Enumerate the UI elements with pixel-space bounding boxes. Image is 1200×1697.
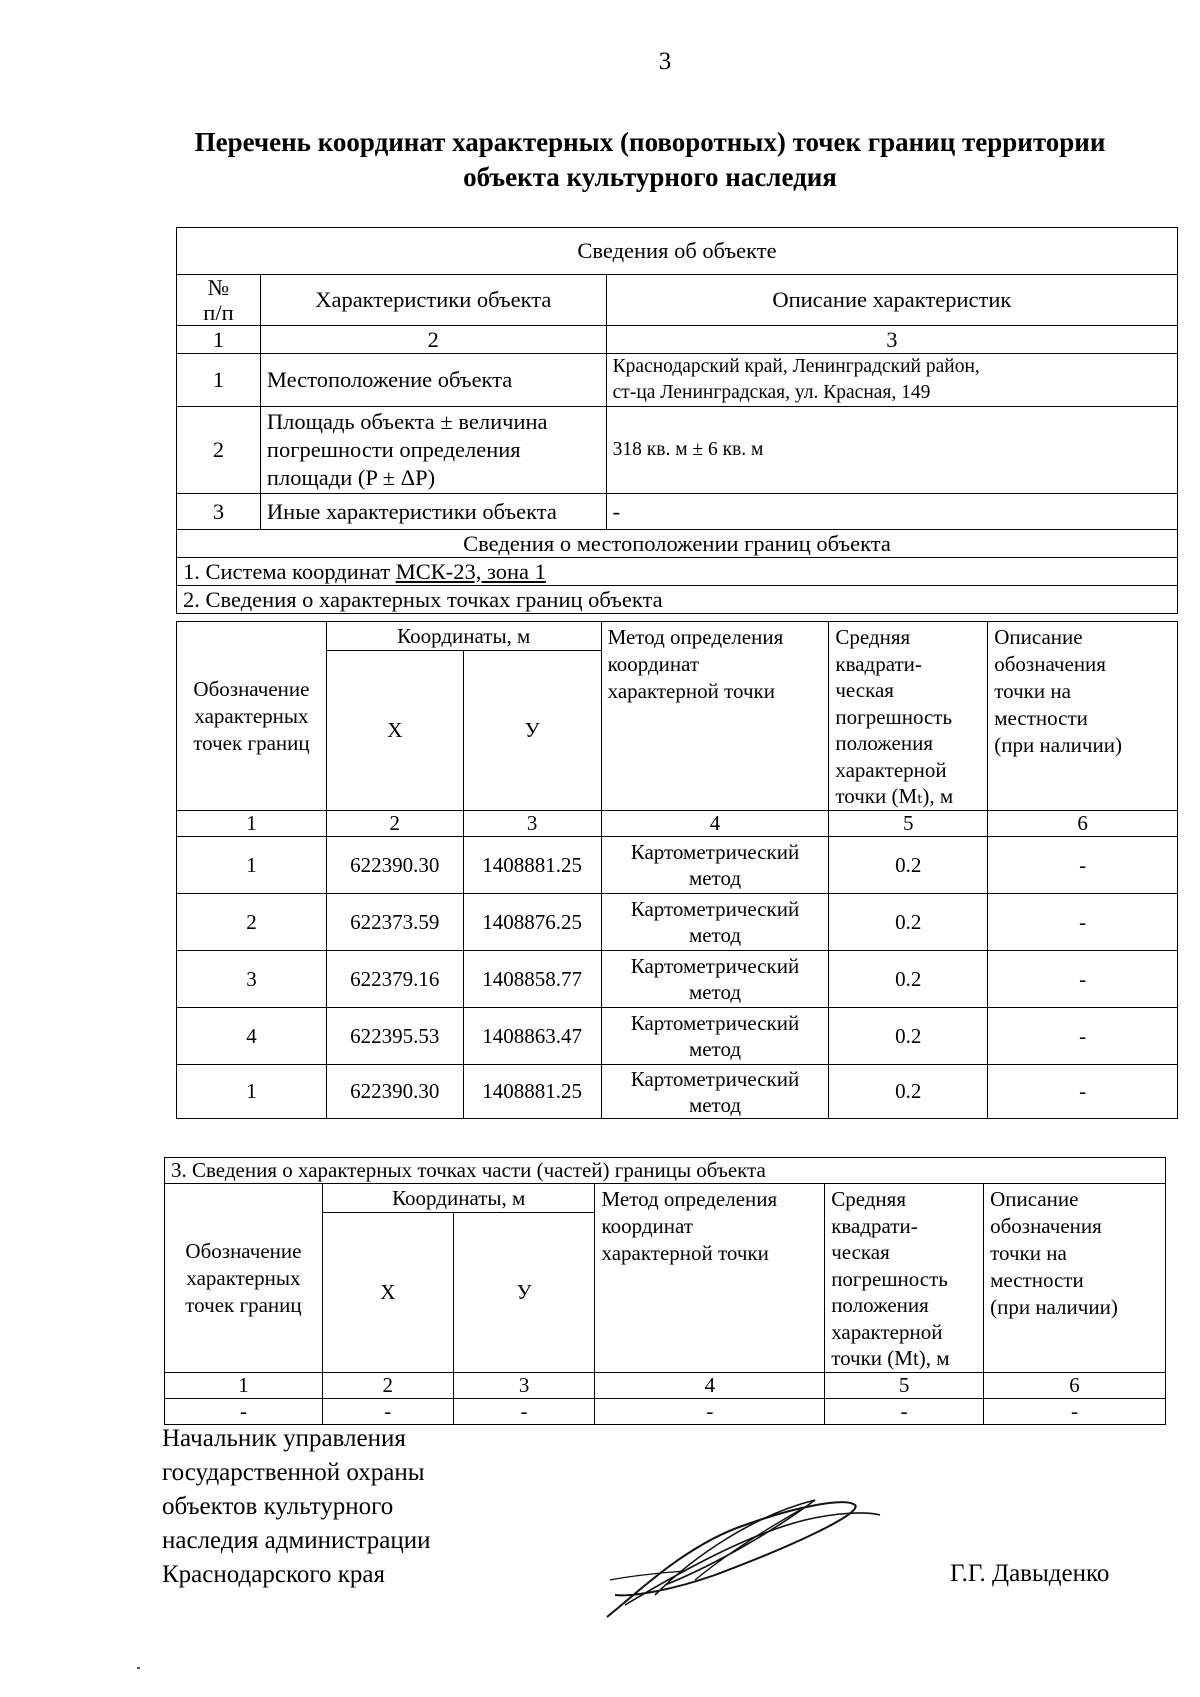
col-error bbox=[829, 622, 988, 811]
header-line: п/п bbox=[203, 300, 234, 325]
document-title bbox=[150, 125, 1150, 195]
part-cell: - bbox=[825, 1399, 984, 1425]
method-line: метод bbox=[688, 980, 742, 1004]
part-points-header: 3. Сведения о характерных точках части (частей) границы объекта bbox=[165, 1158, 1166, 1184]
point-row bbox=[177, 1065, 1178, 1119]
row-characteristic bbox=[260, 407, 606, 494]
header-line: точки (Мₜ), м bbox=[835, 784, 954, 808]
header-line: Обозначение bbox=[185, 1238, 302, 1263]
point-error: 0.2 bbox=[829, 951, 988, 1008]
info-row bbox=[177, 494, 1178, 530]
col-number: 5 bbox=[825, 1373, 984, 1399]
header-line: местности bbox=[990, 1268, 1084, 1292]
method-line: Картометрический bbox=[630, 840, 800, 864]
point-method bbox=[601, 1065, 829, 1119]
header-line: характерной bbox=[831, 1319, 943, 1344]
header-line: погрешность bbox=[835, 704, 953, 729]
point-desc: - bbox=[988, 837, 1178, 894]
position-line: Краснодарского края bbox=[162, 1561, 385, 1588]
point-error: 0.2 bbox=[829, 1008, 988, 1065]
point-id: 2 bbox=[177, 894, 327, 951]
point-id: 4 bbox=[177, 1008, 327, 1065]
object-info-header: Сведения об объекте bbox=[177, 228, 1178, 275]
point-x: 622373.59 bbox=[326, 894, 463, 951]
header-line: точки (Mt), м bbox=[831, 1346, 950, 1370]
point-method bbox=[601, 837, 829, 894]
coord-system bbox=[177, 558, 1178, 586]
scan-speck bbox=[137, 1667, 140, 1669]
method-line: Картометрический bbox=[630, 1066, 800, 1091]
col-number: 2 bbox=[326, 811, 463, 837]
header-line: Описание bbox=[994, 625, 1083, 649]
position-line: государственной охраны bbox=[162, 1459, 425, 1486]
col-number: 3 bbox=[453, 1373, 595, 1399]
header-line: № bbox=[207, 275, 230, 300]
signer-position bbox=[162, 1422, 502, 1592]
coord-system-value: МСК-23, зона 1 bbox=[395, 558, 546, 584]
location-header: Сведения о местоположении границ объекта bbox=[177, 530, 1178, 558]
row-characteristic: Иные характеристики объекта bbox=[260, 494, 606, 530]
col-error bbox=[825, 1184, 984, 1373]
object-info-table bbox=[176, 227, 1178, 614]
method-line: Картометрический bbox=[630, 1011, 800, 1035]
row-number: 3 bbox=[177, 494, 261, 530]
part-cell: - bbox=[453, 1399, 595, 1425]
header-line: Метод определения bbox=[601, 1187, 778, 1211]
point-y: 1408863.47 bbox=[463, 1008, 601, 1065]
point-id: 1 bbox=[177, 837, 327, 894]
page-number: 3 bbox=[658, 48, 672, 75]
header-line: обозначения bbox=[994, 652, 1106, 676]
signature-image bbox=[595, 1485, 895, 1625]
row-number: 2 bbox=[177, 407, 261, 494]
header-line: Обозначение bbox=[193, 676, 310, 701]
header-line: ческая bbox=[831, 1240, 890, 1264]
header-line: точки на bbox=[994, 679, 1071, 703]
header-line: Описание bbox=[990, 1187, 1079, 1211]
header-line: Средняя bbox=[831, 1187, 906, 1211]
header-line: точек границ bbox=[193, 730, 310, 755]
point-id: 1 bbox=[177, 1065, 327, 1119]
header-line: точек границ bbox=[185, 1292, 302, 1317]
header-line: характерных bbox=[194, 703, 309, 728]
header-line: положения bbox=[835, 731, 933, 755]
col-number: 6 bbox=[984, 1373, 1166, 1399]
info-row bbox=[177, 354, 1178, 407]
col-number: 3 bbox=[463, 811, 601, 837]
col-num-header bbox=[177, 275, 261, 326]
header-line: координат bbox=[601, 1214, 693, 1238]
part-cell: - bbox=[165, 1399, 323, 1425]
point-error: 0.2 bbox=[829, 1065, 988, 1119]
method-line: метод bbox=[688, 866, 742, 890]
desc-line: Краснодарский край, Ленинградский район, bbox=[612, 356, 980, 377]
point-desc: - bbox=[988, 894, 1178, 951]
row-description: - bbox=[606, 494, 1177, 530]
header-line: обозначения bbox=[990, 1214, 1102, 1238]
col-number: 1 bbox=[177, 326, 261, 354]
col-method bbox=[595, 1184, 825, 1373]
point-error: 0.2 bbox=[829, 837, 988, 894]
point-y: 1408881.25 bbox=[463, 1065, 601, 1119]
position-line: Начальник управления bbox=[162, 1425, 406, 1452]
col-y: У bbox=[463, 651, 601, 811]
col-description bbox=[988, 622, 1178, 811]
position-line: объектов культурного bbox=[162, 1493, 394, 1520]
point-desc: - bbox=[988, 951, 1178, 1008]
header-line: точки на bbox=[990, 1241, 1067, 1265]
col-number: 2 bbox=[322, 1373, 453, 1399]
header-line: характерной точки bbox=[607, 679, 775, 703]
point-desc: - bbox=[988, 1008, 1178, 1065]
title-line: Перечень координат характерных (поворотных) точек границ территории bbox=[194, 127, 1106, 157]
point-method bbox=[601, 951, 829, 1008]
header-line: (при наличии) bbox=[994, 733, 1122, 757]
point-x: 622390.30 bbox=[326, 837, 463, 894]
points-header: 2. Сведения о характерных точках границ объекта bbox=[177, 586, 1178, 614]
position-line: наследия администрации bbox=[162, 1527, 431, 1554]
point-method bbox=[601, 894, 829, 951]
method-line: метод bbox=[688, 1037, 742, 1061]
header-line: характерной bbox=[835, 757, 947, 782]
col-number: 1 bbox=[177, 811, 327, 837]
col-number: 1 bbox=[165, 1373, 323, 1399]
col-number: 6 bbox=[988, 811, 1178, 837]
col-coords: Координаты, м bbox=[326, 622, 601, 651]
col-number: 4 bbox=[595, 1373, 825, 1399]
title-line: объекта культурного наследия bbox=[463, 162, 837, 192]
col-designation bbox=[165, 1184, 323, 1373]
char-line: погрешности определения bbox=[266, 437, 521, 462]
signer-name: Г.Г. Давыденко bbox=[950, 1560, 1110, 1587]
header-line: Метод определения bbox=[607, 625, 784, 649]
header-line: квадрати- bbox=[831, 1213, 918, 1238]
point-row bbox=[177, 1008, 1178, 1065]
point-row bbox=[177, 894, 1178, 951]
char-line: Площадь объекта ± величина bbox=[266, 409, 548, 434]
points-table bbox=[176, 621, 1178, 1119]
point-y: 1408881.25 bbox=[463, 837, 601, 894]
point-y: 1408876.25 bbox=[463, 894, 601, 951]
row-description: 318 кв. м ± 6 кв. м bbox=[606, 407, 1177, 494]
col-char-header: Характеристики объекта bbox=[260, 275, 606, 326]
header-line: местности bbox=[994, 706, 1088, 730]
point-desc: - bbox=[988, 1065, 1178, 1119]
part-cell: - bbox=[984, 1399, 1166, 1425]
method-line: метод bbox=[688, 1092, 742, 1117]
method-line: метод bbox=[688, 923, 742, 947]
col-number: 5 bbox=[829, 811, 988, 837]
col-method bbox=[601, 622, 829, 811]
point-x: 622395.53 bbox=[326, 1008, 463, 1065]
col-number: 4 bbox=[601, 811, 829, 837]
point-x: 622379.16 bbox=[326, 951, 463, 1008]
point-y: 1408858.77 bbox=[463, 951, 601, 1008]
col-x: Х bbox=[326, 651, 463, 811]
part-points-table bbox=[164, 1157, 1166, 1425]
method-line: Картометрический bbox=[630, 897, 800, 921]
point-x: 622390.30 bbox=[326, 1065, 463, 1119]
row-number: 1 bbox=[177, 354, 261, 407]
header-line: положения bbox=[831, 1293, 929, 1317]
part-point-row bbox=[165, 1399, 1166, 1425]
col-desc-header: Описание характеристик bbox=[606, 275, 1177, 326]
info-row bbox=[177, 407, 1178, 494]
col-x: Х bbox=[322, 1213, 453, 1373]
header-line: (при наличии) bbox=[990, 1295, 1118, 1319]
row-characteristic: Местоположение объекта bbox=[260, 354, 606, 407]
header-line: ческая bbox=[835, 678, 894, 702]
col-coords: Координаты, м bbox=[322, 1184, 595, 1213]
part-cell: - bbox=[322, 1399, 453, 1425]
coord-system-label: 1. Система координат bbox=[183, 558, 396, 584]
point-row bbox=[177, 951, 1178, 1008]
header-line: квадрати- bbox=[835, 651, 922, 676]
method-line: Картометрический bbox=[630, 954, 800, 978]
desc-line: ст-ца Ленинградская, ул. Красная, 149 bbox=[612, 382, 931, 403]
header-line: Средняя bbox=[835, 625, 911, 649]
col-number: 3 bbox=[606, 326, 1177, 354]
header-line: погрешность bbox=[831, 1266, 948, 1291]
char-line: площади (P ± ΔP) bbox=[266, 465, 436, 490]
row-description bbox=[606, 354, 1177, 407]
header-line: координат bbox=[607, 652, 700, 676]
header-line: характерной точки bbox=[601, 1241, 769, 1265]
col-description bbox=[984, 1184, 1166, 1373]
col-y: У bbox=[453, 1213, 595, 1373]
col-number: 2 bbox=[260, 326, 606, 354]
part-cell: - bbox=[595, 1399, 825, 1425]
point-id: 3 bbox=[177, 951, 327, 1008]
point-error: 0.2 bbox=[829, 894, 988, 951]
header-line: характерных bbox=[186, 1265, 301, 1290]
point-method bbox=[601, 1008, 829, 1065]
point-row bbox=[177, 837, 1178, 894]
col-designation bbox=[177, 622, 327, 811]
